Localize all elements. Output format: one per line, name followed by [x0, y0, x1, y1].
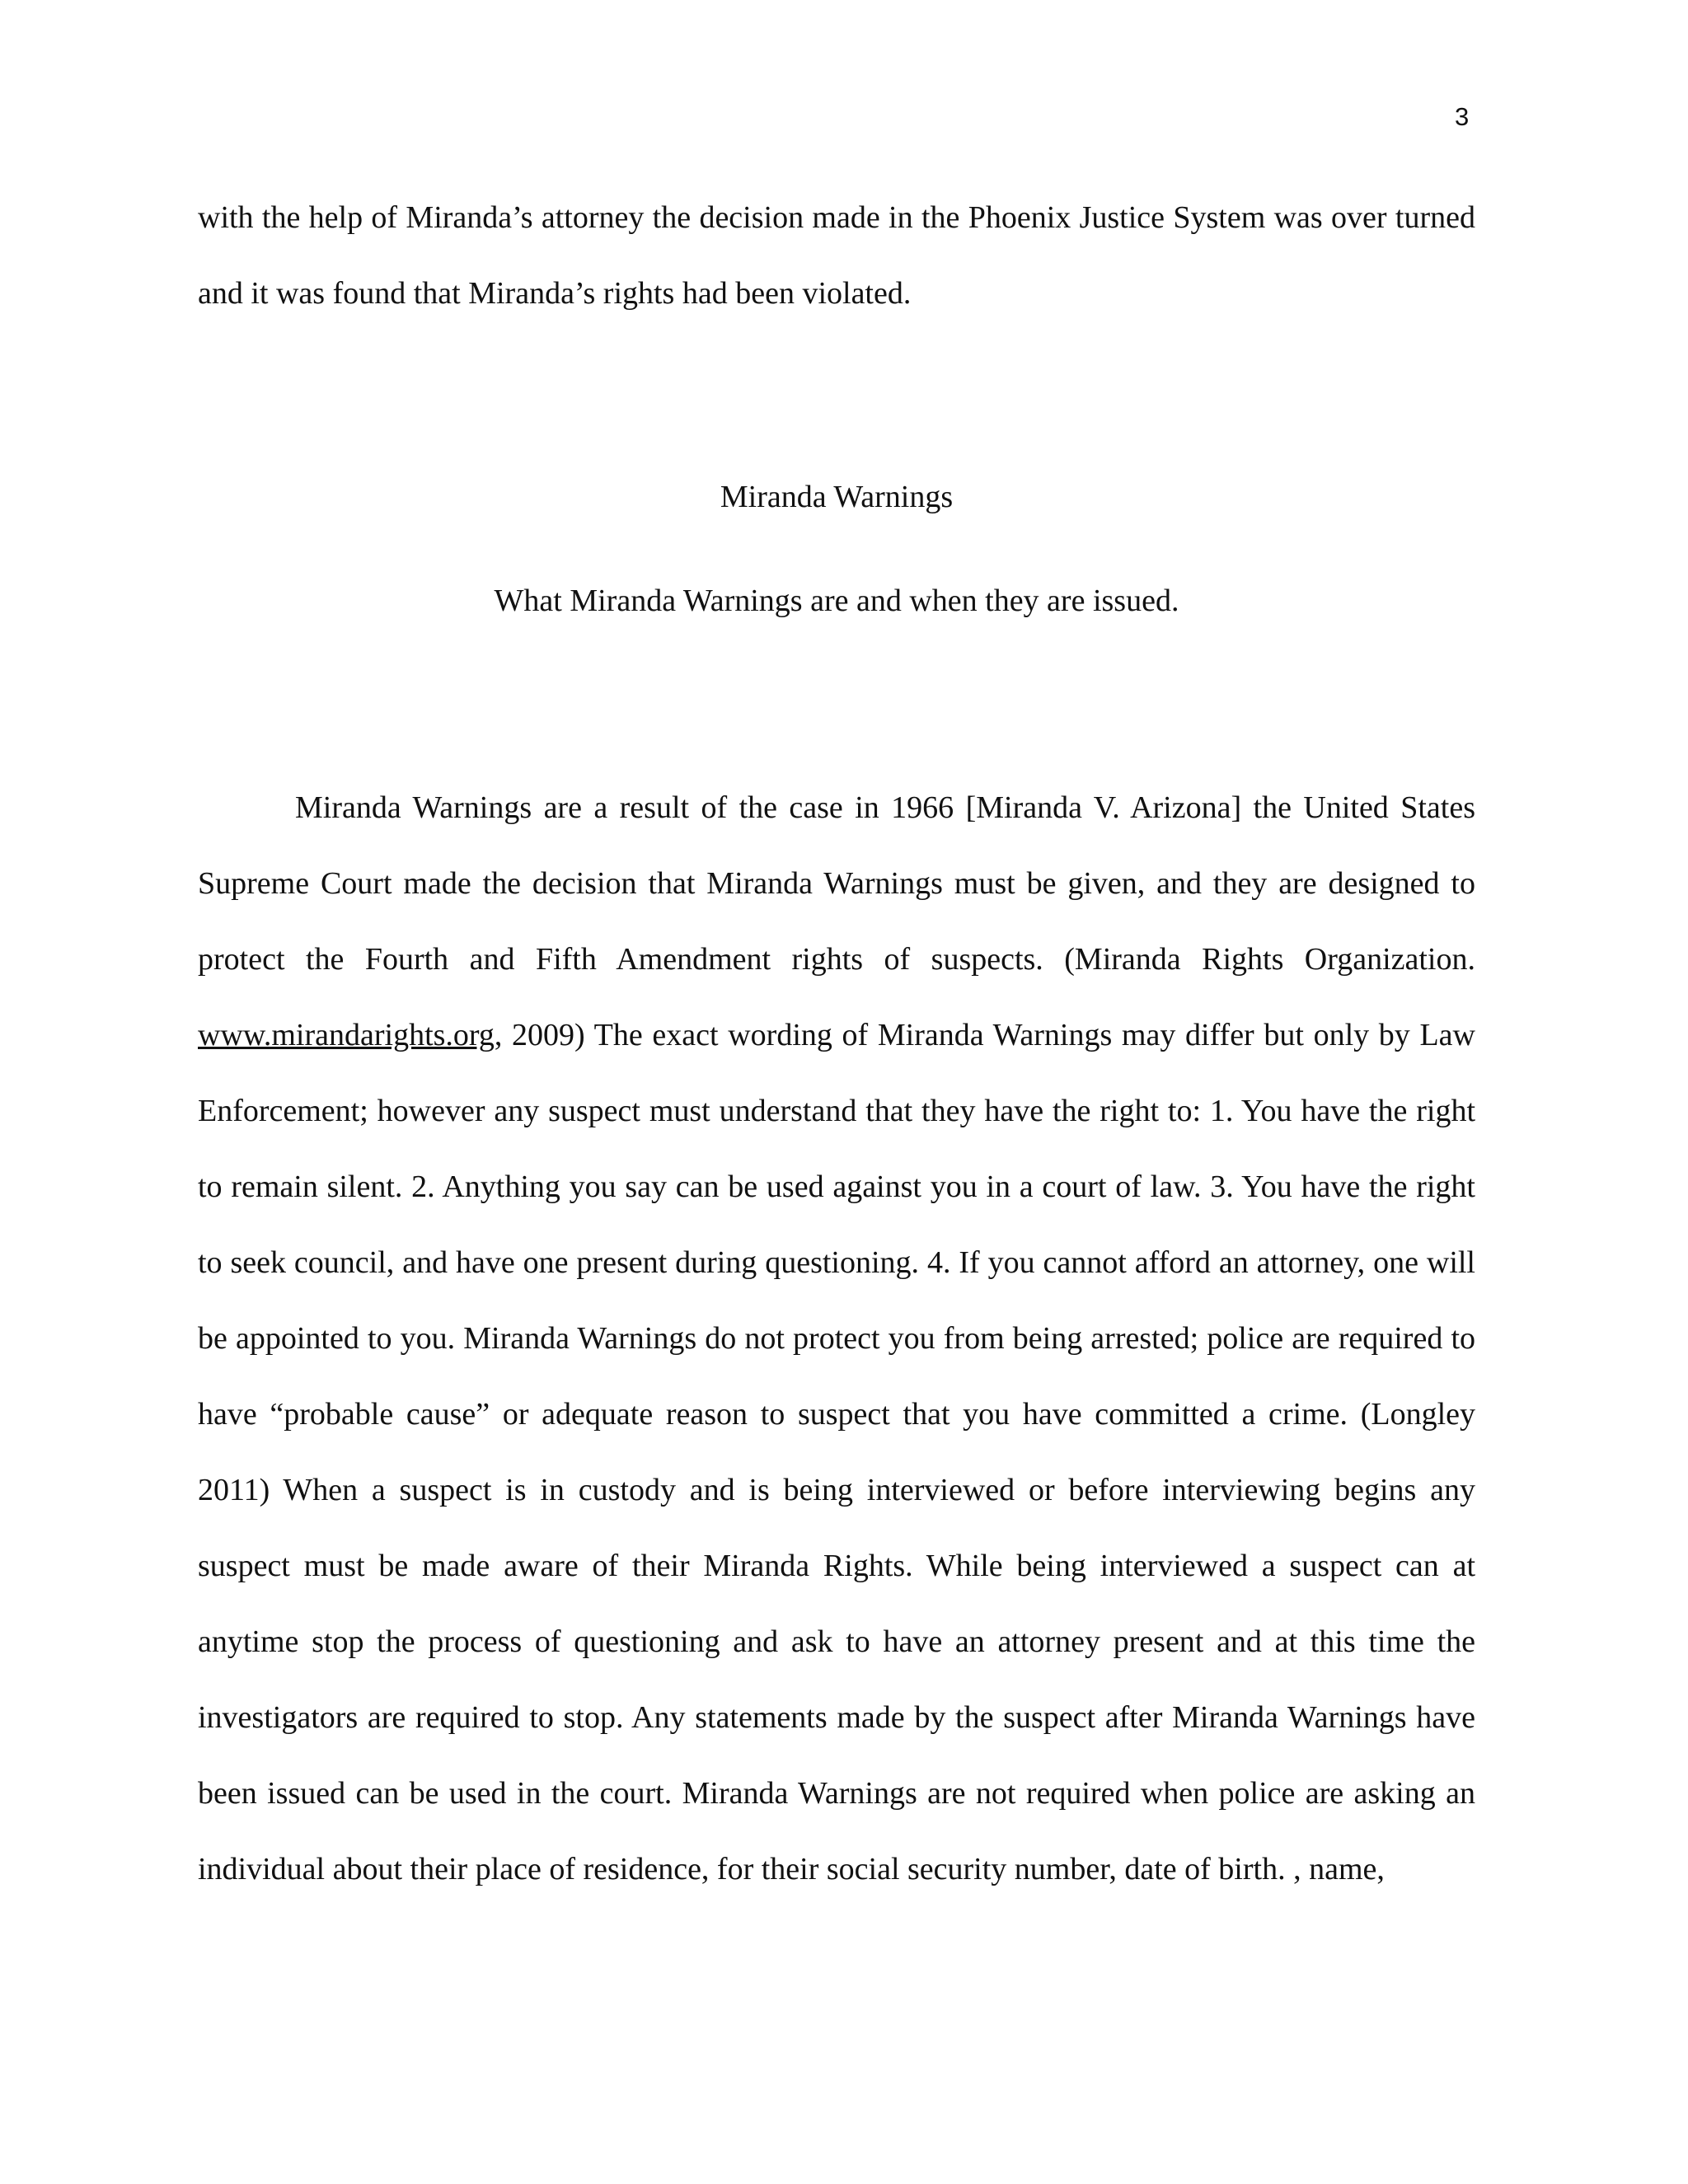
mirandarights-link[interactable]: www.mirandarights.org [198, 1018, 495, 1052]
main-paragraph-text-after-link: , 2009) The exact wording of Miranda Warnings may differ but only by Law Enforcement; however any suspect must understand that they have the right to: 1. You have the right to remain silent. 2. Anything you say can be used against you in a court of law. 3. You have the right to seek council, and have one present during questioning. 4. If you cannot afford an attorney, one will be appointed to you. Miranda Warnings do not protect you from being arrested; police are required to have “probable cause” or adequate reason to suspect that you have committed a crime. (Longley 2011) When a suspect is in custody and is being interviewed or before interviewing begins any suspect must be made aware of their Miranda Rights. While being interviewed a suspect can at anytime stop the process of questioning and ask to have an attorney present and at this time the investigators are required to stop. Any statements made by the suspect after Miranda Warnings have been issued can be used in the court. Miranda Warnings are not required when police are asking an individual about their place of residence, for their social security number, date of birth. , name, [198, 1018, 1475, 1886]
main-paragraph [198, 770, 1475, 1907]
continued-paragraph: with the help of Miranda’s attorney the decision made in the Phoenix Justice System was over turned and it was found that Miranda’s rights had been violated. [198, 200, 1475, 311]
section-title: Miranda Warnings [720, 480, 954, 514]
page-number: 3 [1455, 102, 1470, 131]
section-subtitle: What Miranda Warnings are and when they are issued. [494, 583, 1179, 618]
main-paragraph-text-before-link: Miranda Warnings are a result of the case in 1966 [Miranda V. Arizona] the United States Supreme Court made the decision that Miranda Warnings must be given, and they are designed to protect the Fourth and Fifth Amendment rights of suspects. (Miranda Rights Organization. [198, 790, 1475, 977]
